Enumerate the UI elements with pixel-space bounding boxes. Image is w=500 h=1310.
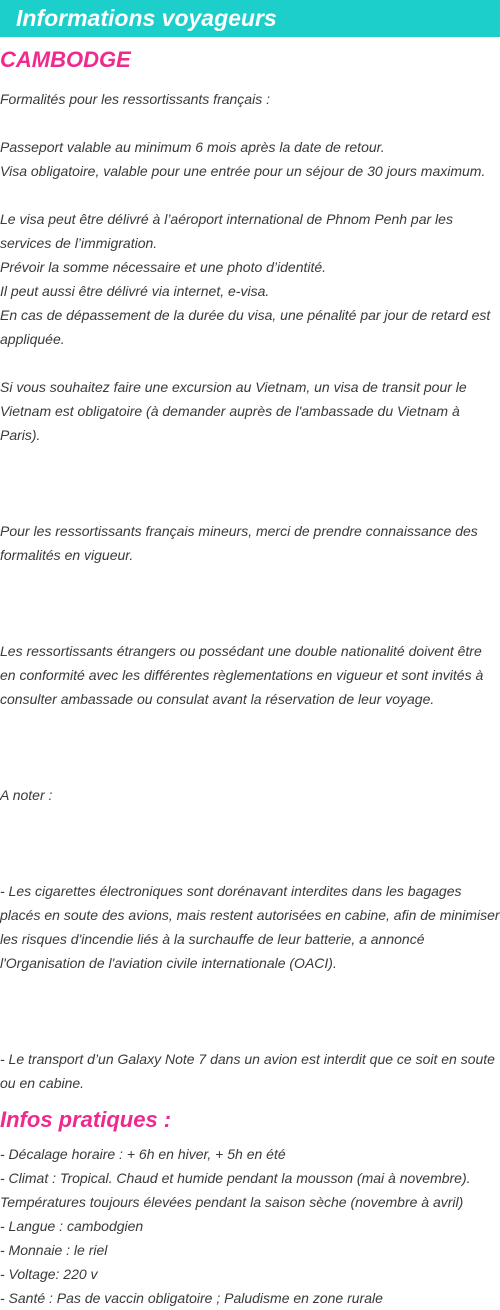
passport-validity: Passeport valable au minimum 6 mois après la date de retour.	[0, 139, 385, 155]
visa-evisa: Il peut aussi être délivré via internet, e-visa.	[0, 283, 270, 299]
visa-requirement: Visa obligatoire, valable pour une entrée pour un séjour de 30 jours maximum.	[0, 163, 486, 179]
vietnam-transit: Si vous souhaitez faire une excursion au Vietnam, un visa de transit pour le Vietnam est obligatoire (à demander auprès de l'ambassade du Vietnam à Paris).	[0, 379, 467, 443]
note-galaxy: - Le transport d’un Galaxy Note 7 dans un avion est interdit que ce soit en soute ou en cabine.	[0, 1051, 495, 1091]
infos-list	[0, 1142, 500, 1310]
visa-documents: Prévoir la somme nécessaire et une photo d’identité.	[0, 259, 327, 275]
info-voltage: - Voltage: 220 v	[0, 1266, 98, 1282]
info-language: - Langue : cambodgien	[0, 1218, 144, 1234]
visa-airport: Le visa peut être délivré à l’aéroport international de Phnom Penh par les services de l’immigration.	[0, 211, 453, 251]
section-header	[0, 0, 500, 37]
note-label: A noter :	[0, 787, 53, 803]
minors-info: Pour les ressortissants français mineurs, merci de prendre connaissance des formalités en vigueur.	[0, 523, 478, 563]
info-health: - Santé : Pas de vaccin obligatoire ; Paludisme en zone rurale	[0, 1290, 383, 1306]
visa-penalty: En cas de dépassement de la durée du visa, une pénalité par jour de retard est appliquée.	[0, 307, 491, 347]
info-currency: - Monnaie : le riel	[0, 1242, 108, 1258]
info-timezone: - Décalage horaire : + 6h en hiver, + 5h en été	[0, 1146, 286, 1162]
formalities-intro: Formalités pour les ressortissants français :	[0, 91, 270, 107]
info-climate: - Climat : Tropical. Chaud et humide pendant la mousson (mai à novembre). Températures toujours élevées pendant la saison sèche (novembre à avril)	[0, 1170, 471, 1210]
note-cigarettes: - Les cigarettes électroniques sont dorénavant interdites dans les bagages placés en soute des avions, mais restent autorisées en cabine, afin de minimiser les risques d'incendie liés à la surchauffe de leur batterie, a annoncé l'Organisation de l'aviation civile internationale (OACI).	[0, 883, 500, 971]
foreigners-info: Les ressortissants étrangers ou possédant une double nationalité doivent être en conformité avec les différentes règlementations en vigueur et sont invités à consulter ambassade ou consulat avant la réservation de leur voyage.	[0, 643, 484, 707]
formalities-content	[0, 75, 500, 1095]
section-title: Informations voyageurs	[16, 5, 277, 31]
country-title: CAMBODGE	[0, 47, 131, 72]
infos-title: Infos pratiques :	[0, 1107, 172, 1132]
